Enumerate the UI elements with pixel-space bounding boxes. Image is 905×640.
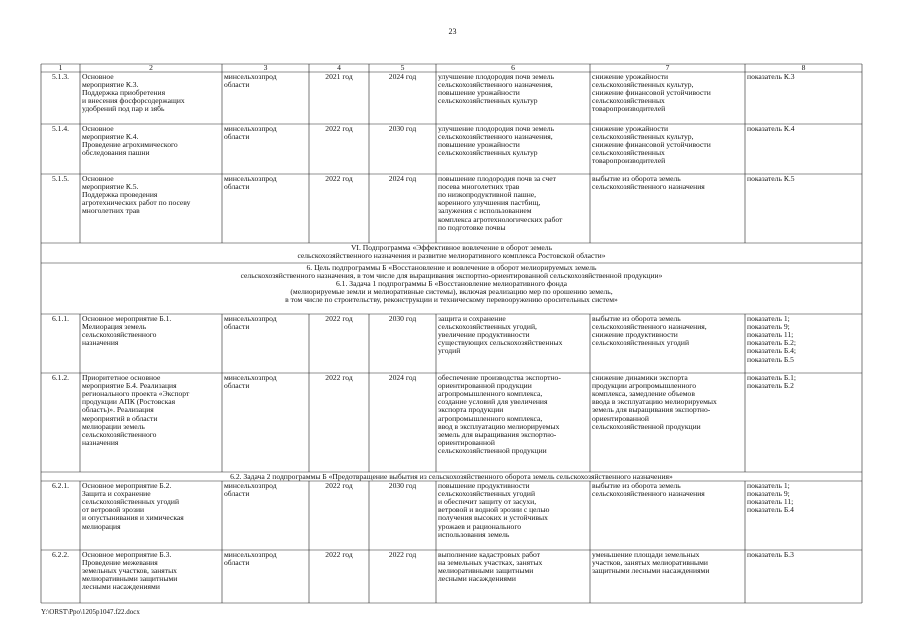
start-year: 2021 год bbox=[325, 72, 353, 81]
goal-and-task-heading: 6. Цель подпрограммы Б «Восстановление и вовлечение в оборот мелиорируемых земель сельскохозяйственного назначения, в том числе для выращивания экспортно-ориентированной сельскохозяйственной продукции» 6.1. Задача 1 подпрограммы Б «Восстановление мелиоративного фонда (мелиорируемые земли и мелиоративные системы), включая реализацию мер по орошению земель, в том числе по строительству, реконструкции и техническому перевооружению оросительных систем» bbox=[240, 263, 663, 305]
non-implementation-consequences: снижение урожайности сельскохозяйственных культур, снижение финансовой устойчивости сельскохозяйственных товаропроизводителей bbox=[592, 124, 711, 166]
column-number-header: 3 bbox=[263, 63, 268, 72]
row-number: 6.2.2. bbox=[51, 550, 70, 559]
activity-name: Основное мероприятие Б.3. Проведение межевания земельных участков, занятых мелиоративными защитными лесными насаждениями bbox=[82, 550, 178, 592]
subprogram-heading: VI. Подпрограмма «Эффективное вовлечение в оборот земель сельскохозяйственного назначения и развитие мелиоративного комплекса Ростовской области» bbox=[297, 243, 606, 260]
column-number-header: 6 bbox=[511, 63, 515, 72]
column-number-header: 5 bbox=[400, 63, 405, 72]
end-year: 2024 год bbox=[388, 373, 417, 382]
executor: минсельхозпрод области bbox=[224, 314, 277, 331]
row-number: 5.1.3. bbox=[51, 72, 70, 81]
start-year: 2022 год bbox=[325, 124, 353, 133]
indicator-link: показатель 1; показатель 9; показатель 11; показатель Б.4 bbox=[747, 481, 794, 515]
row-number: 5.1.5. bbox=[51, 174, 70, 183]
end-year: 2030 год bbox=[388, 124, 417, 133]
activity-name: Основное мероприятие Б.2. Защита и сохранение сельскохозяйственных угодий от ветровой эрозии и опустынивания и химическая мелиорация bbox=[82, 481, 184, 531]
indicator-link: показатель К.3 bbox=[747, 72, 795, 81]
column-number-header: 8 bbox=[801, 63, 806, 72]
expected-result: улучшение плодородия почв земель сельскохозяйственного назначения, повышение урожайности сельскохозяйственных культур bbox=[438, 72, 555, 106]
activity-name: Основное мероприятие К.5. Поддержка проведения агротехнических работ по посеву многолетних трав bbox=[82, 174, 191, 216]
expected-result: выполнение кадастровых работ на земельных участках, занятых мелиоративными защитными лесными насаждениями bbox=[438, 550, 543, 584]
column-number-header: 2 bbox=[149, 63, 153, 72]
page-number: 23 bbox=[448, 27, 457, 36]
executor: минсельхозпрод области bbox=[224, 124, 277, 141]
end-year: 2022 год bbox=[388, 550, 417, 559]
activity-name: Основное мероприятие К.4. Проведение агрохимического обследования пашни bbox=[82, 124, 178, 158]
footer-file-path: Y:\ORST\Ppo\1205p1047.f22.docx bbox=[41, 608, 140, 616]
executor: минсельхозпрод области bbox=[224, 550, 277, 567]
column-number-header: 7 bbox=[665, 63, 670, 72]
start-year: 2022 год bbox=[325, 481, 353, 490]
executor: минсельхозпрод области bbox=[224, 373, 277, 390]
executor: минсельхозпрод области bbox=[224, 174, 277, 191]
activity-name: Основное мероприятие Б.1. Мелиорация земель сельскохозяйственного назначения bbox=[82, 314, 172, 348]
indicator-link: показатель Б.1; показатель Б.2 bbox=[747, 373, 796, 390]
expected-result: улучшение плодородия почв земель сельскохозяйственного назначения, повышение урожайности сельскохозяйственных культур bbox=[438, 124, 555, 158]
row-number: 5.1.4. bbox=[51, 124, 70, 133]
indicator-link: показатель К.5 bbox=[747, 174, 795, 183]
end-year: 2024 год bbox=[388, 174, 417, 183]
row-number: 6.2.1. bbox=[51, 481, 70, 490]
start-year: 2022 год bbox=[325, 314, 353, 323]
task-2-heading: 6.2. Задача 2 подпрограммы Б «Предотвращение выбытия из сельскохозяйственного оборота земель сельскохозяйственного назначения» bbox=[230, 472, 673, 481]
executor: минсельхозпрод области bbox=[224, 481, 277, 498]
indicator-link: показатель К.4 bbox=[747, 124, 795, 133]
non-implementation-consequences: снижение динамики экспорта продукции агропромышленного комплекса, замедление объемов ввода в эксплуатацию мелиорируемых земель для выращивания экспортно- ориентированной сельскохозяйственной продукции bbox=[592, 373, 717, 431]
row-number: 6.1.2. bbox=[51, 373, 70, 382]
column-number-header: 1 bbox=[58, 63, 63, 72]
expected-result: обеспечение производства экспортно- ориентированной продукции агропромышленного комплекса, создание условий для увеличения экспорта продукции агропромышленного комплекса, ввод в эксплуатацию мелиорируемых земель для выращивания экспортно- ориентированной сельскохозяйственной продукции bbox=[438, 373, 561, 456]
activity-name: Приоритетное основное мероприятие Б.4. Реализация регионального проекта «Экспорт продукции АПК (Ростовская область)». Реализация мероприятий в области мелиорации земель сельскохозяйственного назначения bbox=[82, 373, 190, 448]
expected-result: защита и сохранение сельскохозяйственных угодий, увеличение продуктивности существующих сельскохозяйственных угодий bbox=[438, 314, 563, 356]
indicator-link: показатель 1; показатель 9; показатель 11; показатель Б.2; показатель Б.4; показатель Б.5 bbox=[747, 314, 796, 364]
end-year: 2024 год bbox=[388, 72, 417, 81]
start-year: 2022 год bbox=[325, 373, 353, 382]
row-number: 6.1.1. bbox=[51, 314, 70, 323]
non-implementation-consequences: выбытие из оборота земель сельскохозяйственного назначения, снижение продуктивности сельскохозяйственных угодий bbox=[592, 314, 707, 348]
expected-result: повышение плодородия почв за счет посева многолетних трав по низкопродуктивной пашне, коренного улучшения пастбищ, залужения с использованием комплекса агротехнологических работ по подготовке почвы bbox=[438, 174, 563, 232]
indicator-link: показатель Б.3 bbox=[747, 550, 794, 559]
expected-result: повышение продуктивности сельскохозяйственных угодий и обеспечит защиту от засухи, ветровой и водной эрозии с целью получения высоких и устойчивых урожаев и рационального использования земель bbox=[438, 481, 550, 539]
column-number-header: 4 bbox=[337, 63, 341, 72]
end-year: 2030 год bbox=[388, 314, 417, 323]
activity-name: Основное мероприятие К.3. Поддержка приобретения и внесения фосфорсодержащих удобрений под пар и зябь bbox=[82, 72, 185, 114]
start-year: 2022 год bbox=[325, 174, 353, 183]
non-implementation-consequences: снижение урожайности сельскохозяйственных культур, снижение финансовой устойчивости сельскохозяйственных товаропроизводителей bbox=[592, 72, 711, 114]
start-year: 2022 год bbox=[325, 550, 353, 559]
non-implementation-consequences: уменьшение площади земельных участков, занятых мелиоративными защитными лесными насаждениями bbox=[592, 550, 710, 575]
non-implementation-consequences: выбытие из оборота земель сельскохозяйственного назначения bbox=[592, 174, 705, 191]
non-implementation-consequences: выбытие из оборота земель сельскохозяйственного назначения bbox=[592, 481, 705, 498]
end-year: 2030 год bbox=[388, 481, 417, 490]
executor: минсельхозпрод области bbox=[224, 72, 277, 89]
